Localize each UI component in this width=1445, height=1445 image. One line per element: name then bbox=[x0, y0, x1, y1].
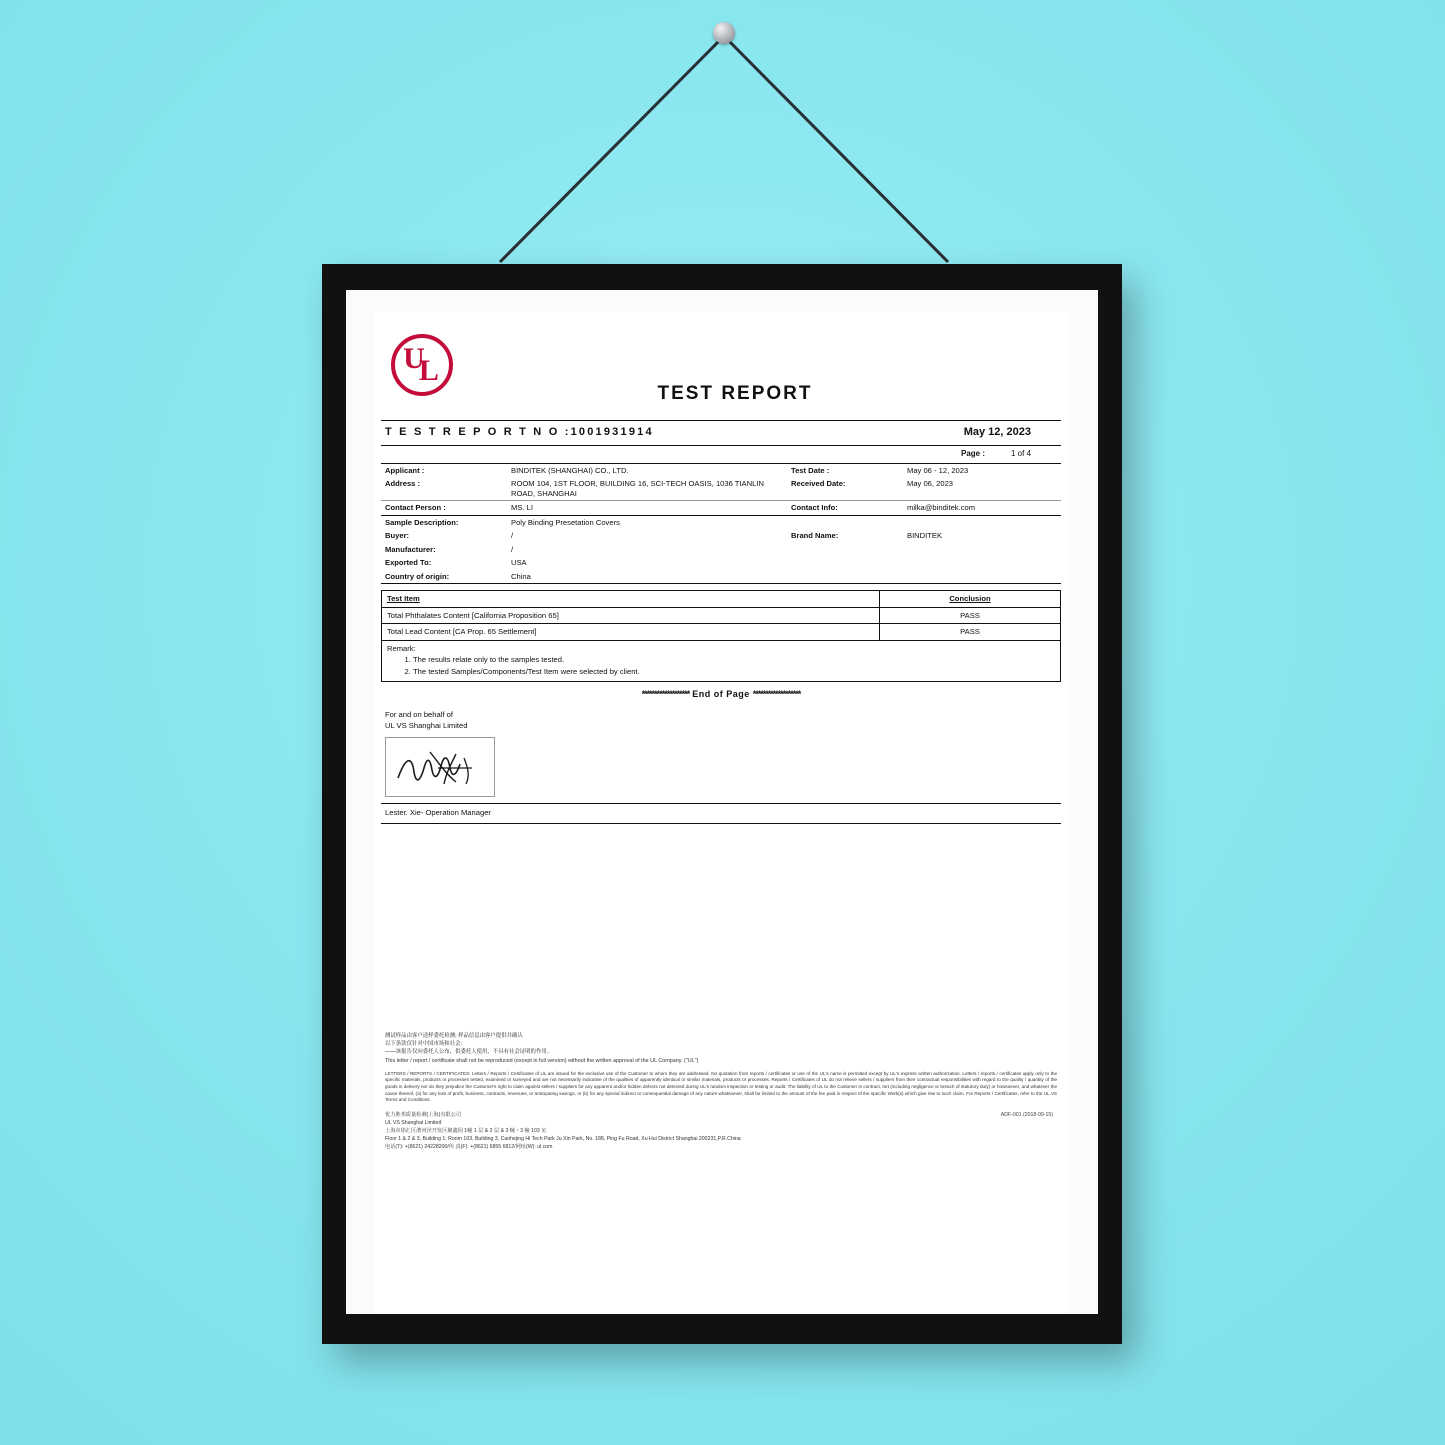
signature-icon bbox=[386, 738, 494, 796]
received-date-label: Received Date: bbox=[791, 479, 846, 489]
report-number-row bbox=[381, 421, 1061, 445]
phone-line: 电话(T): +(8621) 24228200/传 真(F): +(8621) 6855 6812/网址(W): ul.com bbox=[385, 1144, 553, 1151]
divider-sample bbox=[381, 583, 1061, 584]
remark-cell bbox=[382, 640, 1061, 681]
brand-name-label: Brand Name: bbox=[791, 531, 839, 541]
test-item-1: Total Phthalates Content [California Proposition 65] bbox=[382, 607, 880, 623]
contact-person-label: Contact Person : bbox=[385, 503, 446, 513]
country-origin-label: Country of origin: bbox=[385, 571, 450, 581]
conclusion-2: PASS bbox=[880, 624, 1061, 640]
page-value: 1 of 4 bbox=[1010, 448, 1031, 458]
table-row bbox=[381, 543, 1061, 556]
report-date: May 12, 2023 bbox=[963, 426, 1031, 438]
ul-logo-l: L bbox=[418, 354, 437, 388]
table-row bbox=[381, 529, 1061, 542]
address-cn: 上海市徐汇区漕河泾开发区聚鑫园 1幢 1 层 & 2 层 & 3 幢・3 幢 103 室 bbox=[385, 1128, 547, 1135]
company-address bbox=[385, 1111, 1057, 1151]
company-cn: 优力胜邦质量检测(上海)有限公司 bbox=[385, 1111, 462, 1118]
received-date-value: May 06, 2023 bbox=[907, 479, 954, 489]
results-table bbox=[381, 590, 1061, 682]
table-row bbox=[381, 464, 1061, 477]
footer-cn-2: 以下条款仅针对中国市场和社会： bbox=[385, 1041, 466, 1048]
page-row bbox=[381, 446, 1061, 463]
stars-left: ******************* bbox=[641, 689, 690, 700]
signatory-name: Lester. Xie- Operation Manager bbox=[385, 807, 491, 817]
footer-cn-1: 测试样品由客户送样委托检测; 样品信息由客户提供并确认 bbox=[385, 1033, 523, 1040]
table-row bbox=[381, 556, 1061, 569]
company-en: UL VS Shanghai Limited bbox=[385, 1120, 442, 1127]
address-value: ROOM 104, 1ST FLOOR, BUILDING 16, SCI-TECH OASIS, 1036 TIANLIN ROAD, SHANGHAI bbox=[511, 479, 764, 498]
address-label: Address : bbox=[385, 479, 421, 489]
end-of-page-label: End of Page bbox=[692, 689, 750, 700]
table-row bbox=[381, 501, 1061, 514]
end-of-page bbox=[381, 689, 1061, 700]
remark-label: Remark: bbox=[387, 643, 416, 653]
test-date-value: May 06 - 12, 2023 bbox=[907, 465, 969, 475]
table-row bbox=[382, 624, 1061, 640]
contact-info-table bbox=[381, 501, 1061, 514]
test-report-document bbox=[381, 324, 1061, 1151]
manufacturer-value: / bbox=[511, 544, 514, 554]
behalf-line-2: UL VS Shanghai Limited bbox=[385, 720, 468, 730]
col-conclusion: Conclusion bbox=[880, 591, 1061, 607]
stars-right: ******************* bbox=[752, 689, 801, 700]
page-title: TEST REPORT bbox=[657, 383, 813, 404]
document-footer bbox=[381, 1032, 1061, 1151]
applicant-label: Applicant : bbox=[385, 465, 425, 475]
report-no-label: T E S T R E P O R T N O : bbox=[385, 426, 571, 438]
behalf-line-1: For and on behalf of bbox=[385, 710, 453, 720]
sample-description-label: Sample Description: bbox=[385, 517, 459, 527]
remark-row bbox=[382, 640, 1061, 681]
buyer-value: / bbox=[511, 531, 514, 541]
signature-image bbox=[385, 737, 495, 797]
signature-block bbox=[381, 710, 1061, 731]
applicant-value: BINDITEK (SHANGHAI) CO., LTD. bbox=[511, 465, 629, 475]
table-row bbox=[381, 516, 1061, 529]
manufacturer-label: Manufacturer: bbox=[385, 544, 436, 554]
sample-info-table bbox=[381, 516, 1061, 583]
page-label: Page : bbox=[960, 448, 985, 458]
blank-area bbox=[381, 824, 1061, 1032]
document-page bbox=[374, 312, 1068, 1314]
applicant-info-table bbox=[381, 464, 1061, 500]
list-item: 2. The tested Samples/Components/Test Item were selected by client. bbox=[413, 667, 1055, 676]
contact-info-label: Contact Info: bbox=[791, 503, 838, 513]
country-origin-value: China bbox=[511, 571, 531, 581]
legal-text: LETTERS / REPORTS / CERTIFICATES: Letters / Reports / Certificates of UL are issued for the exclusive use of the Customer to whom they are addressed. No quotation from reports / certificates or use of the UL's name is permitted except by UL's express written authorization. Letters / reports / certificates apply only to the specific materials, products or processes tested, examined or surveyed and are not necessarily indicative of the qualities of apparently identical or similar materials, products or processes. Reports / Certificates of UL do not relieve sellers / suppliers from their contractual responsibilities with regard to the quality / quantity of the goods in delivery nor do they prejudice the Customer's right to claim against sellers / suppliers for any apparent and/or hidden defects not detected during UL's random inspection or testing or audit. The liability of UL to the Customer in contract, tort (including negligence or breach of statutory duty) or howsoever, and whatever the cause thereof, (a) for any loss of profit, business, contracts, revenues, or anticipating savings, or (b) for any special indirect or consequential damage of any nature whatsoever, shall be limited to the amount of the fee paid in respect of the specific Work(s) which give rise to such claim. For Reports / Certificates, refer to the UL VS Terms and Conditions. bbox=[385, 1070, 1057, 1103]
report-no-value: 1001931914 bbox=[570, 426, 654, 438]
table-row bbox=[381, 570, 1061, 583]
contact-person-value: MS. LI bbox=[511, 503, 533, 513]
picture-frame bbox=[322, 264, 1122, 1344]
contact-info-value: milka@binditek.com bbox=[907, 503, 976, 513]
buyer-label: Buyer: bbox=[385, 531, 410, 541]
table-row bbox=[382, 607, 1061, 623]
ul-logo-u: U bbox=[403, 342, 423, 376]
col-test-item: Test Item bbox=[382, 591, 880, 607]
footer-en: This letter / report / certificate shall not be reproduced (except in full version) without the written approval of the UL Company. ("UL") bbox=[385, 1057, 699, 1064]
brand-name-value: BINDITEK bbox=[907, 531, 943, 541]
address-en: Floor 1 & 2 & 3, Building 1; Room 103, Building 3, Caohejing Hi Tech Park Ju Xin Park, No. 188, Ping Fu Road, Xu Hui District Shanghai 200231,P.R.China bbox=[385, 1136, 741, 1143]
exported-to-label: Exported To: bbox=[385, 558, 432, 568]
footer-cn-3: ——该报告仅向委托人公布，供委托人使用，不具有社会证明的作用。 bbox=[385, 1049, 553, 1056]
test-date-label: Test Date : bbox=[791, 465, 830, 475]
table-row bbox=[381, 477, 1061, 500]
wall-nail bbox=[713, 22, 735, 44]
sample-description-value: Poly Binding Presetation Covers bbox=[511, 517, 620, 527]
doc-code: ADF-001 (2018-09-15) bbox=[1000, 1111, 1053, 1118]
table-header-row bbox=[382, 591, 1061, 607]
document-header bbox=[381, 324, 1061, 420]
test-item-2: Total Lead Content [CA Prop. 65 Settlement] bbox=[382, 624, 880, 640]
frame-mat bbox=[346, 290, 1098, 1314]
remark-list bbox=[413, 655, 1055, 676]
list-item: 1. The results relate only to the samples tested. bbox=[413, 655, 1055, 664]
conclusion-1: PASS bbox=[880, 607, 1061, 623]
exported-to-value: USA bbox=[511, 558, 527, 568]
